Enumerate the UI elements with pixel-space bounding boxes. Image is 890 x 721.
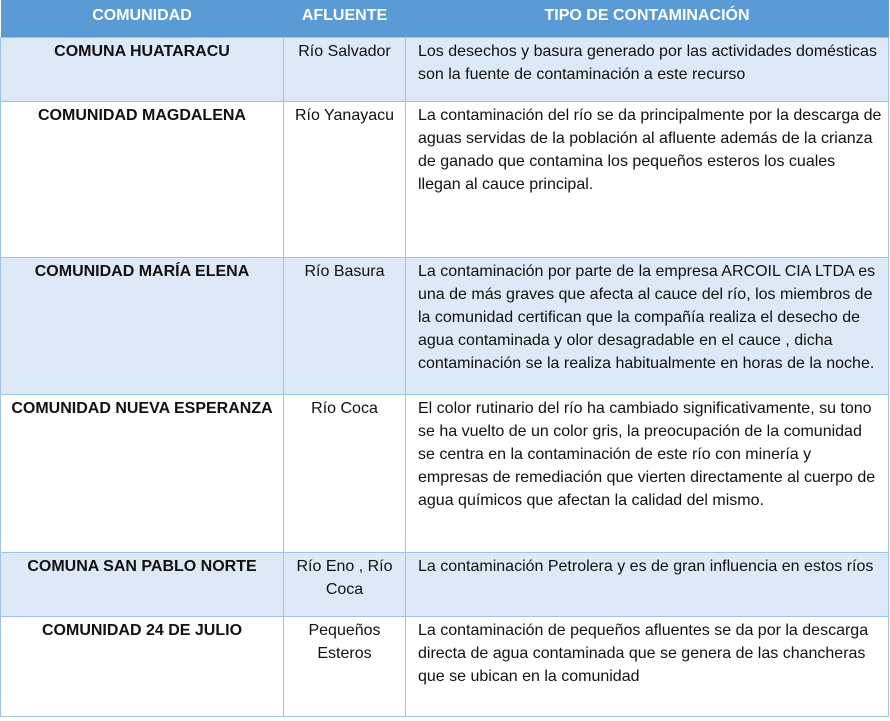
cell-comunidad: COMUNIDAD MARÍA ELENA — [1, 257, 284, 394]
cell-comunidad: COMUNA SAN PABLO NORTE — [1, 552, 284, 616]
cell-tipo: La contaminación Petrolera y es de gran influencia en estos ríos — [406, 552, 889, 616]
cell-comunidad: COMUNIDAD MAGDALENA — [1, 101, 284, 257]
cell-comunidad: COMUNA HUATARACU — [1, 37, 284, 101]
cell-afluente: Pequeños Esteros — [284, 616, 406, 716]
cell-tipo: El color rutinario del río ha cambiado significativamente, su tono se ha vuelto de un color gris, la preocupación de la comunidad se centra en la contaminación de este río con minería y empresas de remediación que vierten directamente al cuerpo de agua químicos que afectan la calidad del mismo. — [406, 394, 889, 552]
cell-tipo: La contaminación por parte de la empresa ARCOIL CIA LTDA es una de más graves que afecta al cauce del río, los miembros de la comunidad certifican que la compañía realiza el desecho de agua contaminada y olor desagradable en el cauce , dicha contaminación se la realiza habitualmente en horas de la noche. — [406, 257, 889, 394]
header-comunidad: COMUNIDAD — [1, 0, 284, 37]
table-row — [1, 257, 889, 394]
cell-afluente: Río Yanayacu — [284, 101, 406, 257]
table-row — [1, 616, 889, 716]
header-afluente: AFLUENTE — [284, 0, 406, 37]
header-tipo: TIPO DE CONTAMINACIÓN — [406, 0, 889, 37]
cell-comunidad: COMUNIDAD 24 DE JULIO — [1, 616, 284, 716]
cell-tipo: La contaminación del río se da principalmente por la descarga de aguas servidas de la población al afluente además de la crianza de ganado que contamina los pequeños esteros los cuales llegan al cauce principal. — [406, 101, 889, 257]
table-row — [1, 101, 889, 257]
table-row — [1, 552, 889, 616]
table-header — [1, 0, 889, 37]
table-row — [1, 37, 889, 101]
cell-afluente: Río Eno , Río Coca — [284, 552, 406, 616]
cell-afluente: Río Coca — [284, 394, 406, 552]
cell-afluente: Río Salvador — [284, 37, 406, 101]
table-body — [1, 37, 889, 716]
cell-tipo: La contaminación de pequeños afluentes se da por la descarga directa de agua contaminada que se genera de las chancheras que se ubican en la comunidad — [406, 616, 889, 716]
cell-afluente: Río Basura — [284, 257, 406, 394]
header-row — [1, 0, 889, 37]
cell-tipo: Los desechos y basura generado por las actividades domésticas son la fuente de contaminación a este recurso — [406, 37, 889, 101]
cell-comunidad: COMUNIDAD NUEVA ESPERANZA — [1, 394, 284, 552]
table-row — [1, 394, 889, 552]
